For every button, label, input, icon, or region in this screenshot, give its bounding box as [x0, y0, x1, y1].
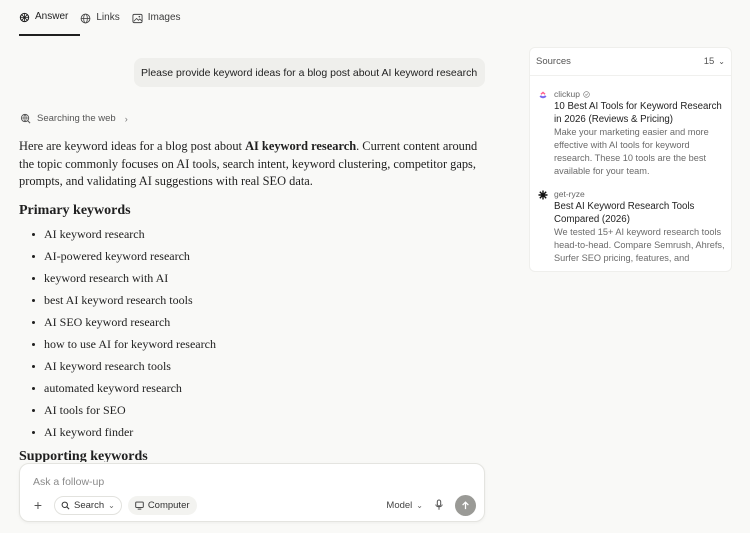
search-mode-label: Search [74, 499, 105, 511]
source-title: 10 Best AI Tools for Keyword Research in 2026 (Reviews & Pricing) [554, 101, 722, 125]
list-item: AI keyword research tools [19, 355, 485, 377]
ryze-logo-icon [538, 190, 548, 200]
tab-answer[interactable] [19, 0, 80, 36]
microphone-icon[interactable] [433, 499, 445, 511]
send-button[interactable] [455, 495, 476, 516]
source-domain [554, 188, 725, 200]
image-icon [132, 13, 143, 24]
intro-text-pre: Here are keyword ideas for a blog post about [19, 139, 246, 153]
source-domain-text: clickup [554, 89, 580, 99]
searching-web-toggle[interactable] [20, 113, 128, 124]
searching-web-label: Searching the web [37, 113, 116, 124]
sources-count-value: 15 [703, 56, 715, 67]
source-item[interactable] [530, 188, 731, 265]
list-item: AI tools for SEO [19, 399, 485, 421]
tab-images-label: Images [147, 12, 181, 23]
list-item: AI keyword finder [19, 421, 485, 443]
top-tabs [19, 0, 193, 36]
arrow-up-icon [461, 501, 470, 510]
globe-icon [80, 13, 91, 24]
user-query-bubble [134, 58, 485, 87]
tab-images[interactable] [132, 0, 193, 36]
search-mode-button[interactable] [54, 496, 122, 515]
source-snippet: We tested 15+ AI keyword research tools head-to-head. Compare Semrush, Ahrefs, Surfer SEO pricing, features, and [554, 227, 725, 263]
plus-icon[interactable]: + [33, 497, 43, 513]
answer-intro [19, 138, 485, 191]
list-item: AI keyword research [19, 223, 485, 245]
sources-count [704, 56, 725, 67]
list-item: keyword research with AI [19, 267, 485, 289]
computer-mode-label: Computer [147, 499, 190, 511]
list-item: best AI keyword research tools [19, 289, 485, 311]
chevron-down-icon: ⌄ [718, 57, 725, 66]
primary-keywords-heading: Primary keywords [19, 202, 131, 218]
computer-mode-button[interactable] [128, 496, 197, 515]
clickup-logo-icon [538, 90, 548, 100]
model-selector[interactable] [386, 500, 423, 511]
list-item: AI SEO keyword research [19, 311, 485, 333]
source-title: Best AI Keyword Research Tools Compared (2026) [554, 201, 695, 225]
model-label: Model [386, 499, 413, 511]
tab-links[interactable] [80, 0, 131, 36]
chevron-down-icon: ⌄ [416, 500, 423, 510]
sources-panel [529, 47, 732, 272]
list-item: how to use AI for keyword research [19, 333, 485, 355]
composer-toolbar [30, 495, 476, 515]
list-item: AI-powered keyword research [19, 245, 485, 267]
source-domain-text: get-ryze [554, 189, 585, 199]
primary-keywords-list [19, 223, 485, 443]
verified-icon [583, 91, 590, 98]
tab-answer-label: Answer [35, 11, 69, 22]
chevron-right-icon: › [124, 113, 128, 124]
follow-up-input[interactable]: Ask a follow-up [33, 476, 105, 488]
sources-header[interactable] [530, 48, 731, 76]
source-item[interactable] [530, 88, 731, 178]
list-item: automated keyword research [19, 377, 485, 399]
follow-up-composer [19, 463, 485, 522]
source-snippet: Make your marketing easier and more effective with AI tools for keyword research. These 10 tools are the best available for your team. [554, 127, 709, 176]
tab-links-label: Links [96, 12, 120, 23]
globe-search-icon [20, 113, 31, 124]
answer-content [19, 138, 485, 462]
chevron-down-icon: ⌄ [108, 500, 115, 510]
user-query-text: Please provide keyword ideas for a blog post about AI keyword research [141, 66, 478, 79]
search-icon [61, 501, 70, 510]
supporting-keywords-heading: Supporting keywords [19, 448, 148, 462]
source-domain [554, 88, 725, 100]
monitor-icon [135, 501, 144, 510]
intro-text-post: . Current content around the topic commonly focuses on AI tools, search intent, keyword clustering, competitor gaps, prompts, and validating AI suggestions with real SEO data. [19, 139, 478, 188]
sources-label: Sources [536, 56, 571, 67]
intro-text-bold: AI keyword research [245, 139, 357, 153]
sparkle-icon [19, 12, 30, 23]
